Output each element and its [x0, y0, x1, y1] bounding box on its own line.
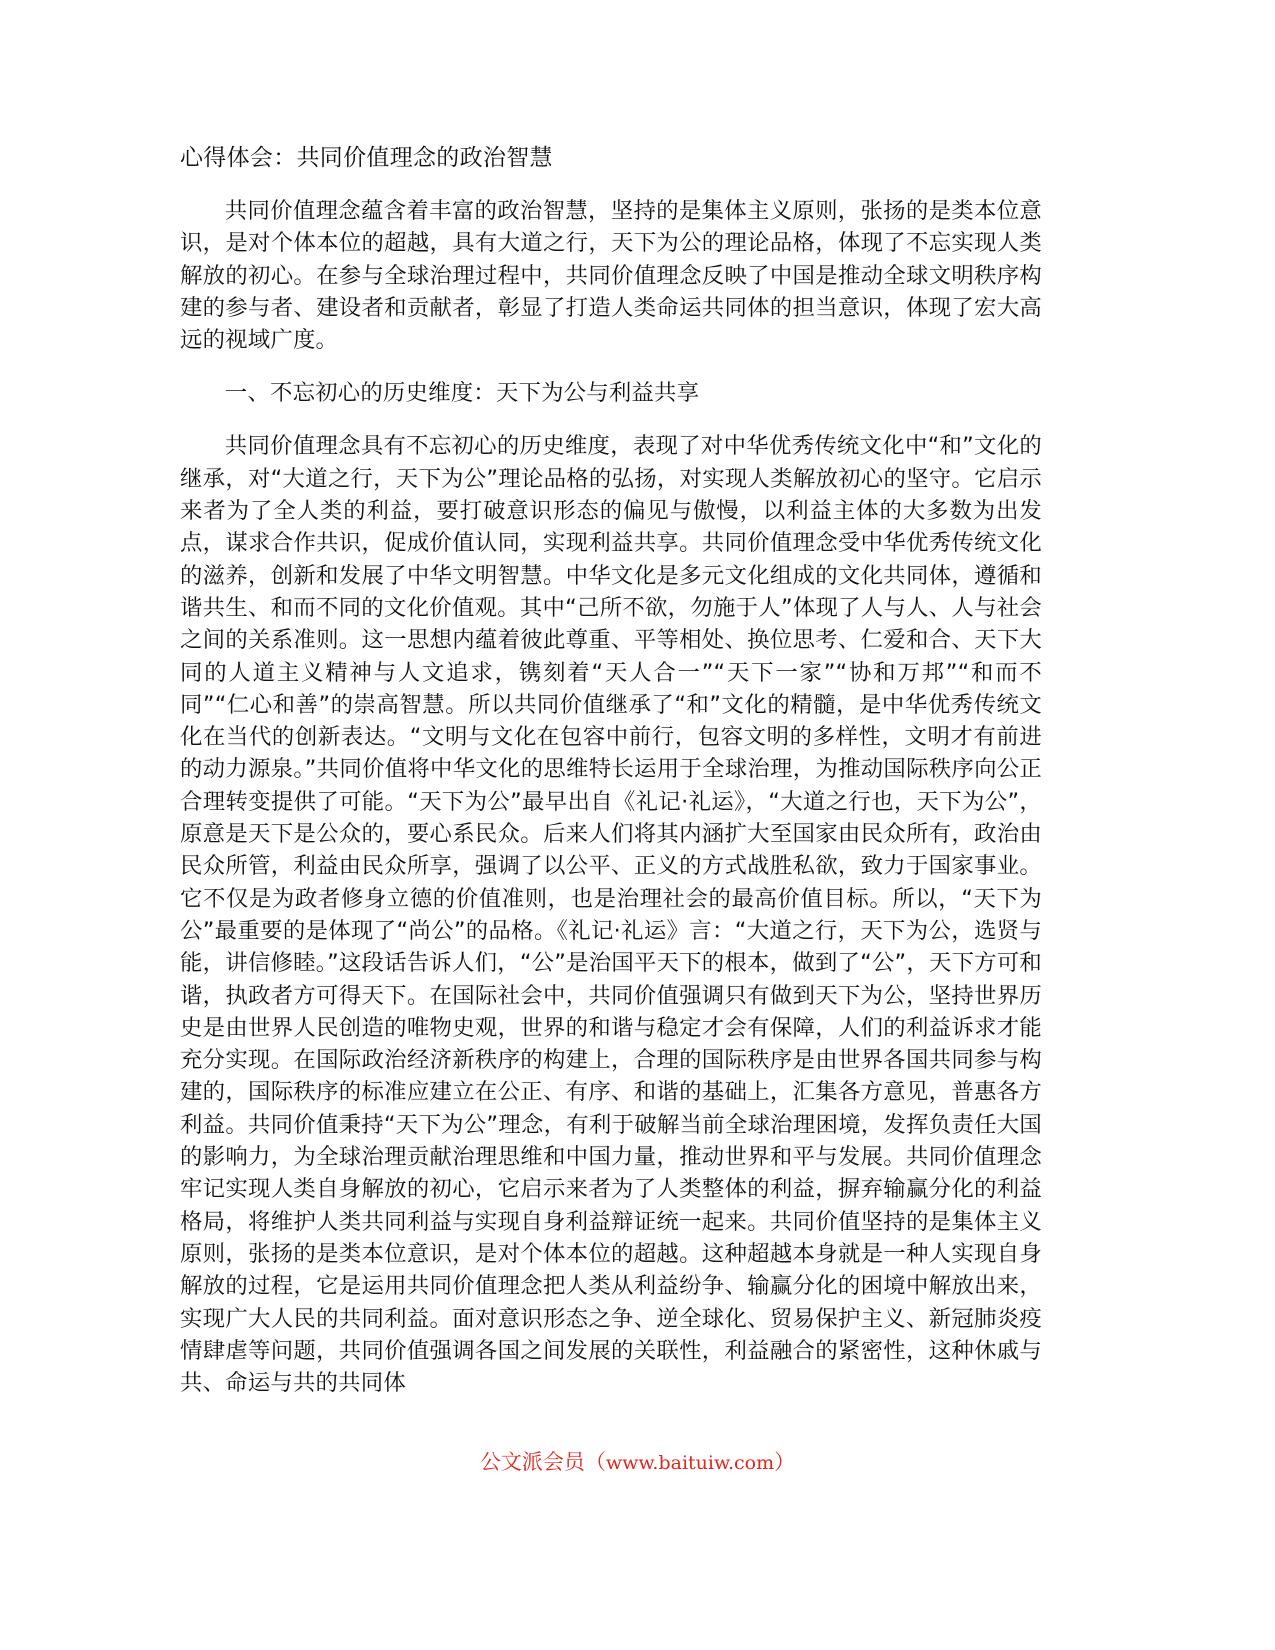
section-heading: 一、不忘初心的历史维度：天下为公与利益共享	[224, 380, 700, 407]
footer-brand: 公文派会员	[479, 1450, 585, 1474]
footer-watermark	[0, 1447, 1275, 1478]
footer-close-paren: ）	[774, 1450, 796, 1474]
footer-open-paren: （	[584, 1450, 606, 1474]
footer-url: www.baituiw.com	[605, 1452, 775, 1474]
document-title: 心得体会：共同价值理念的政治智慧	[180, 145, 553, 171]
document-body	[180, 142, 1042, 1420]
intro-paragraph: 共同价值理念蕴含着丰富的政治智慧，坚持的是集体主义原则，张扬的是类本位意识，是对个体本位的超越，具有大道之行，天下为公的理论品格，体现了不忘实现人类解放的初心。在参与全球治理过程中，共同价值理念反映了中国是推动全球文明秩序构建的参与者、建设者和贡献者，彰显了打造人类命运共同体的担当意识，体现了宏大高远的视域广度。	[180, 198, 1042, 354]
section-paragraph: 共同价值理念具有不忘初心的历史维度，表现了对中华优秀传统文化中“和”文化的继承，对“大道之行，天下为公”理论品格的弘扬，对实现人类解放初心的坚守。它启示来者为了全人类的利益，要打破意识形态的偏见与傲慢，以利益主体的大多数为出发点，谋求合作共识，促成价值认同，实现利益共享。共同价值理念受中华优秀传统文化的滋养，创新和发展了中华文明智慧。中华文化是多元文化组成的文化共同体，遵循和谐共生、和而不同的文化价值观。其中“己所不欲，勿施于人”体现了人与人、人与社会之间的关系准则。这一思想内蕴着彼此尊重、平等相处、换位思考、仁爱和合、天下大同的人道主义精神与人文追求，镌刻着“天人合一”“天下一家”“协和万邦”“和而不同”“仁心和善”的崇高智慧。所以共同价值继承了“和”文化的精髓，是中华优秀传统文化在当代的创新表达。“文明与文化在包容中前行，包容文明的多样性，文明才有前进的动力源泉。”共同价值将中华文化的思维特长运用于全球治理，为推动国际秩序向公正合理转变提供了可能。“天下为公”最早出自《礼记·礼运》，“大道之行也，天下为公”，原意是天下是公众的，要心系民众。后来人们将其内涵扩大至国家由民众所有，政治由民众所管，利益由民众所享，强调了以公平、正义的方式战胜私欲，致力于国家事业。它不仅是为政者修身立德的价值准则，也是治理社会的最高价值目标。所以，“天下为公”最重要的是体现了“尚公”的品格。《礼记·礼运》言：“大道之行，天下为公，选贤与能，讲信修睦。”这段话告诉人们，“公”是治国平天下的根本，做到了“公”，天下方可和谐，执政者方可得天下。在国际社会中，共同价值强调只有做到天下为公，坚持世界历史是由世界人民创造的唯物史观，世界的和谐与稳定才会有保障，人们的利益诉求才能充分实现。在国际政治经济新秩序的构建上，合理的国际秩序是由世界各国共同参与构建的，国际秩序的标准应建立在公正、有序、和谐的基础上，汇集各方意见，普惠各方利益。共同价值秉持“天下为公”理念，有利于破解当前全球治理困境，发挥负责任大国的影响力，为全球治理贡献治理思维和中国力量，推动世界和平与发展。共同价值理念牢记实现人类自身解放的初心，它启示来者为了人类整体的利益，摒弃输赢分化的利益格局，将维护人类共同利益与实现自身利益辩证统一起来。共同价值坚持的是集体主义原则，张扬的是类本位意识，是对个体本位的超越。这种超越本身就是一种人实现自身解放的过程，它是运用共同价值理念把人类从利益纷争、输赢分化的困境中解放出来，实现广大人民的共同利益。面对意识形态之争、逆全球化、贸易保护主义、新冠肺炎疫情肆虐等问题，共同价值强调各国之间发展的关联性，利益融合的紧密性，这种休戚与共、命运与共的共同体	[180, 433, 1042, 1397]
